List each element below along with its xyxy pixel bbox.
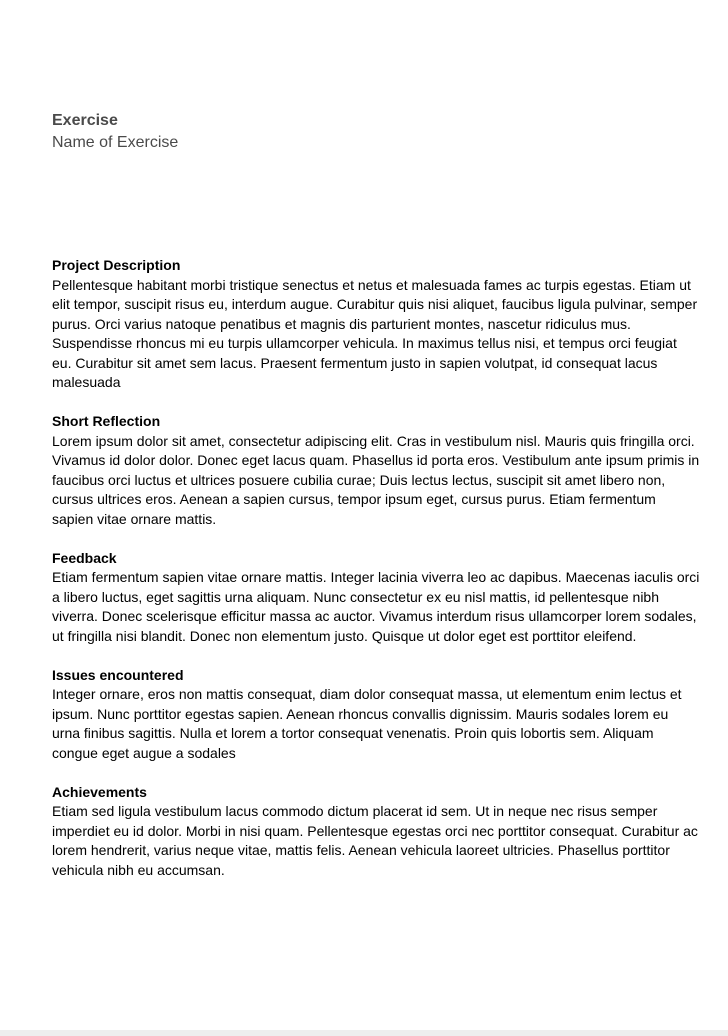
section-title: Achievements [52, 783, 147, 800]
section-achievements [52, 783, 700, 881]
exercise-header [52, 110, 692, 154]
section-title: Short Reflection [52, 413, 161, 429]
section-body: Etiam fermentum sapien vitae ornare mattis. Integer lacinia viverra leo ac dapibus. Maecenas iaculis orci a libero luctus, eget sagittis urna aliquam. Nunc consectetur ex eu nisl mattis, id pellentesque nibh viverra. Donec scelerisque efficitur massa ac auctor. Vivamus interdum risus ullamcorper lorem sodales, ut fringilla nisi blandit. Donec non elementum justo. Quisque ut dolor eget est porttitor eleifend. [52, 569, 700, 644]
section-project-description [52, 256, 700, 393]
section-title: Feedback [52, 549, 117, 566]
exercise-label: Exercise [52, 112, 118, 129]
section-body: Etiam sed ligula vestibulum lacus commodo dictum placerat id sem. Ut in neque nec risus semper imperdiet eu id dolor. Morbi in nisi quam. Pellentesque egestas orci nec porttitor consequat. Curabitur ac lorem hendrerit, varius neque vitae, mattis felis. Aenean vehicula laoreet ultricies. Phasellus porttitor vehicula nibh eu accumsan. [52, 803, 698, 878]
section-issues-encountered [52, 666, 700, 764]
section-title: Project Description [52, 257, 181, 273]
section-title: Issues encountered [52, 666, 184, 683]
document-content [52, 256, 700, 900]
section-body: Pellentesque habitant morbi tristique senectus et netus et malesuada fames ac turpis egestas. Etiam ut elit tempor, suscipit risus eu, interdum augue. Curabitur quis nisi aliquet, faucibus ligula pulvinar, semper purus. Orci varius natoque penatibus et magnis dis parturient montes, nascetur ridiculus mus. Suspendisse rhoncus mi eu turpis ullamcorper vehicula. In maximus tellus nisi, et tempus orci feugiat eu. Curabitur sit amet sem lacus. Praesent fermentum justo in sapien volutpat, id consequat lacus malesuada [52, 276, 698, 390]
section-feedback [52, 549, 700, 647]
exercise-name: Name of Exercise [52, 134, 179, 151]
section-short-reflection [52, 412, 700, 529]
viewer-bottom-edge [0, 1030, 728, 1036]
section-body: Lorem ipsum dolor sit amet, consectetur adipiscing elit. Cras in vestibulum nisl. Mauris quis fringilla orci. Vivamus id dolor dolor. Donec eget lacus quam. Phasellus id porta eros. Vestibulum ante ipsum primis in faucibus orci luctus et ultrices posuere cubilia curae; Duis lectus lectus, suscipit sit amet libero non, cursus ultrices eros. Aenean a sapien cursus, tempor ipsum eget, cursus purus. Etiam fermentum sapien vitae ornare mattis. [52, 432, 700, 527]
section-body: Integer ornare, eros non mattis consequat, diam dolor consequat massa, ut elementum enim lectus et ipsum. Nunc porttitor egestas sapien. Aenean rhoncus convallis dignissim. Mauris sodales lorem eu urna finibus sagittis. Nulla et lorem a tortor consequat venenatis. Proin quis lobortis sem. Aliquam congue eget augue a sodales [52, 686, 682, 761]
